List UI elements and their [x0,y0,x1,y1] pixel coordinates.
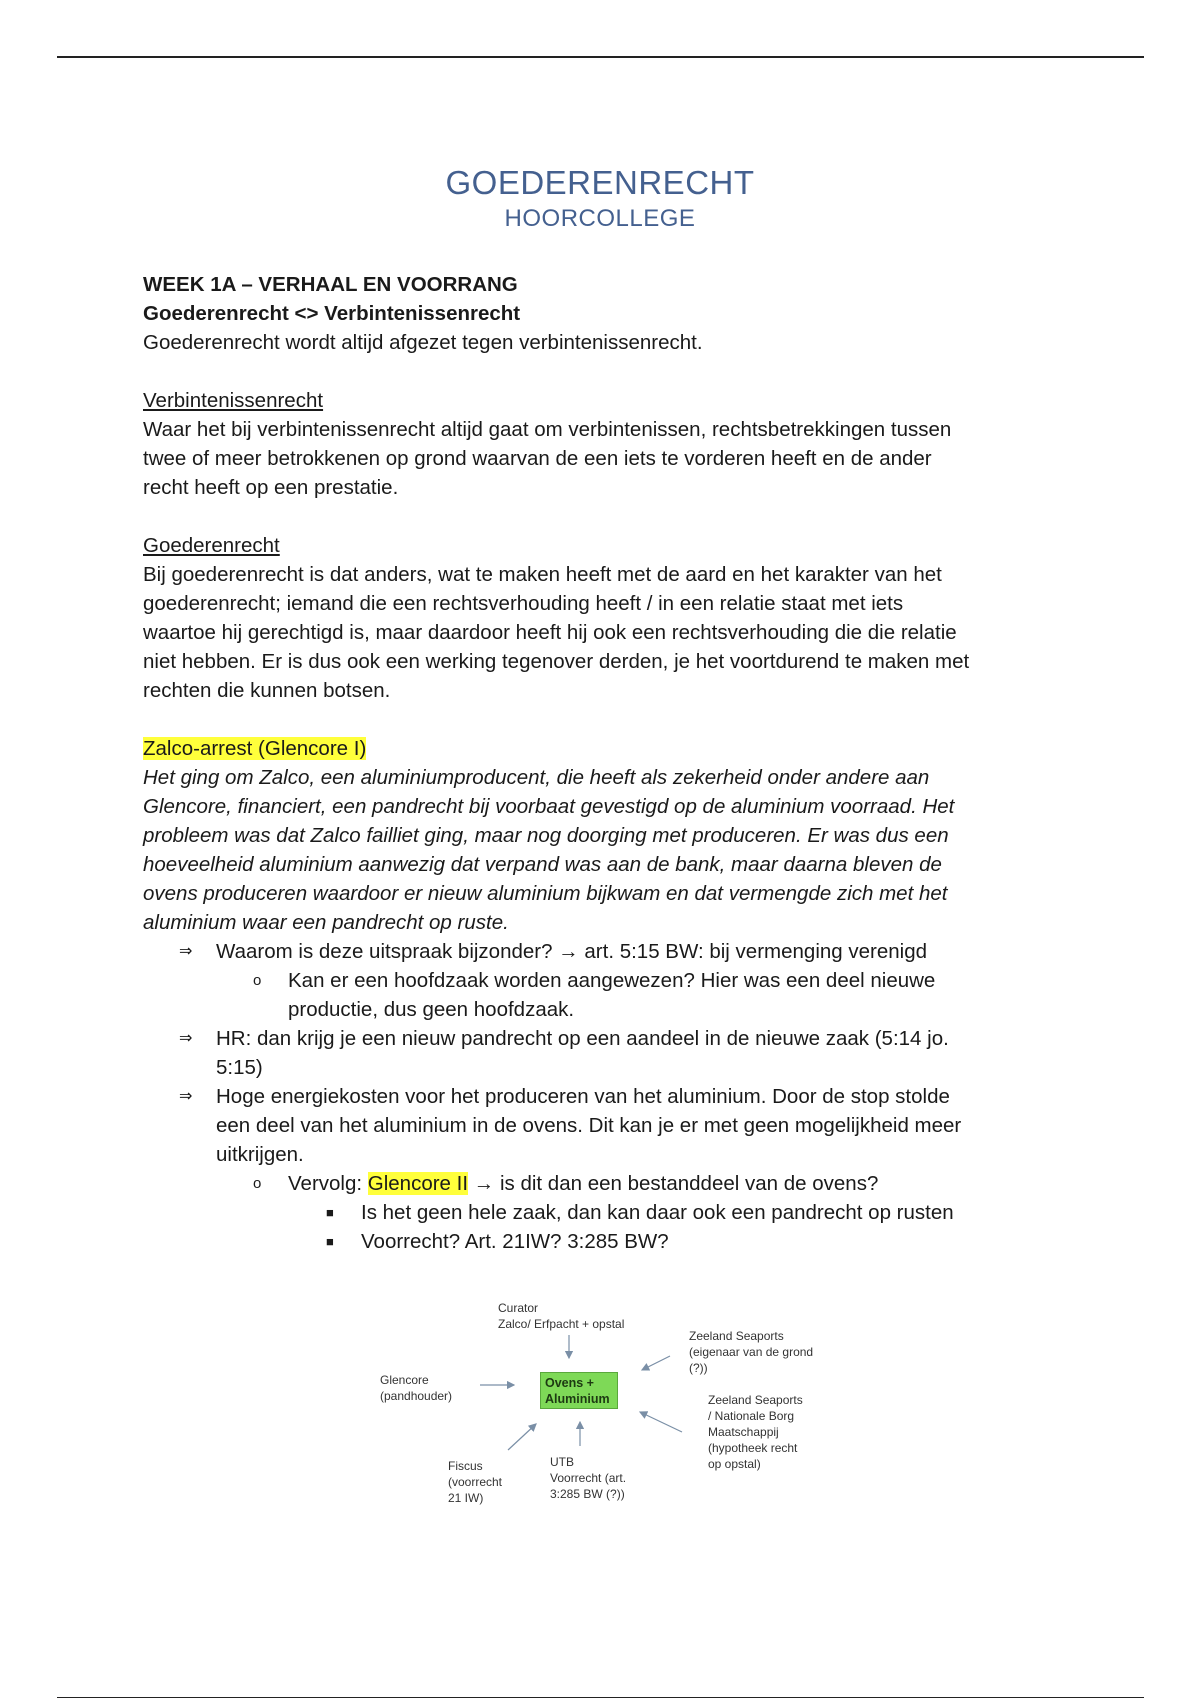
list-item [143,937,1063,966]
zeeland-seaports-label: Zeeland Seaports (eigenaar van de grond (?)) [689,1329,814,1375]
square-bullet-icon: ■ [326,1234,334,1249]
document-subtitle: HOORCOLLEGE [504,205,696,232]
italic-line: aluminium waar een pandrecht op ruste. [143,911,509,934]
list-item [143,1082,1063,1169]
list-item [143,1169,1063,1198]
list-item-text: Kan er een hoofdzaak worden aangewezen? Hier was een deel nieuwe [288,969,936,992]
goederenrecht-heading: Goederenrecht [143,534,280,557]
list-item-text: Is het geen hele zaak, dan kan daar ook een pandrecht op rusten [361,1201,954,1224]
italic-line: hoeveelheid aluminium aanwezig dat verpand was aan de bank, maar daarna bleven de [143,853,942,876]
list-item-text-prefix: Vervolg: [288,1172,368,1195]
list-item [143,1024,1063,1082]
paragraph-line: twee of meer betrokkenen op grond waarvan de een iets te vorderen heeft en de ander [143,447,932,470]
zeeland-borg-label: Zeeland Seaports / Nationale Borg Maatschappij (hypotheek recht op opstal) [708,1393,803,1471]
paragraph-line: Bij goederenrecht is dat anders, wat te maken heeft met de aard en het karakter van het [143,563,942,586]
circle-bullet-icon: o [253,972,262,989]
list-item [143,966,1063,1024]
paragraph-line: waartoe hij gerechtigd is, maar daardoor heeft hij ook een rechtsverhouding die die relatie [143,621,957,644]
list-item [143,1227,1063,1256]
arrow-bullet-icon: ⇒ [179,943,193,960]
ovens-aluminium-box: Ovens + Aluminium [540,1372,618,1409]
square-bullet-icon: ■ [326,1205,334,1220]
paragraph-line: niet hebben. Er is dus ook een werking tegenover derden, je het voortdurend te maken met [143,650,970,673]
zalco-heading-row [143,734,1063,763]
list-item-text: productie, dus geen hoofdzaak. [288,998,575,1021]
paragraph-line: rechten die kunnen botsen. [143,679,391,702]
paragraph-line: Waar het bij verbintenissenrecht altijd gaat om verbintenissen, rechtsbetrekkingen tussen [143,418,952,441]
footer-rule [57,1697,1144,1698]
list-item-text: HR: dan krijg je een nieuw pandrecht op een aandeel in de nieuwe zaak (5:14 jo. [216,1027,949,1050]
circle-bullet-icon: o [253,1175,262,1192]
parties-diagram [360,1292,840,1517]
italic-line: Het ging om Zalco, een aluminiumproducent, die heeft als zekerheid onder andere aan [143,766,930,789]
fiscus-label: Fiscus (voorrecht 21 IW) [448,1459,503,1505]
paragraph-line: goederenrecht; iemand die een rechtsverhouding heeft / in een relatie staat met iets [143,592,904,615]
list-item-text-suffix: → is dit dan een bestanddeel van de ovens? [468,1172,879,1195]
arrow-bullet-icon: ⇒ [179,1030,193,1047]
arrow-zeeland1 [642,1356,670,1370]
arrow-bullet-icon: ⇒ [179,1088,193,1105]
list-item-text: een deel van het aluminium in de ovens. Dit kan je er met geen mogelijkheid meer [216,1114,962,1137]
curator-label: Curator Zalco/ Erfpacht + opstal [498,1301,625,1331]
verbintenissenrecht-heading: Verbintenissenrecht [143,389,324,412]
list-item-text: Waarom is deze uitspraak bijzonder? → art. 5:15 BW: bij vermenging verenigd [216,940,928,963]
arrow-fiscus [508,1424,536,1450]
header-rule [57,56,1144,58]
goederenrecht-heading-row [143,531,1063,560]
intro-text: Goederenrecht wordt altijd afgezet tegen verbintenissenrecht. [143,331,703,354]
utb-label: UTB Voorrecht (art. 3:285 BW (?)) [550,1455,627,1501]
italic-line: ovens produceren waardoor er nieuw aluminium bijkwam en dat vermengde zich met het [143,882,948,905]
title-block [0,163,1200,235]
italic-line: Glencore, financiert, een pandrecht bij voorbaat gevestigd op de aluminium voorraad. Het [143,795,955,818]
arrow-zeeland2 [640,1412,682,1432]
zalco-heading: Zalco-arrest (Glencore I) [143,737,367,760]
list-item-text: 5:15) [216,1056,263,1079]
paragraph-line: recht heeft op een prestatie. [143,476,399,499]
list-item-text: Hoge energiekosten voor het produceren van het aluminium. Door de stop stolde [216,1085,950,1108]
italic-line: probleem was dat Zalco failliet ging, maar nog doorging met produceren. Er was dus een [143,824,949,847]
list-item-text: uitkrijgen. [216,1143,304,1166]
glencore-ii-highlight: Glencore II [367,1172,469,1195]
section-subheading: Goederenrecht <> Verbintenissenrecht [143,302,521,325]
document-body [143,270,1063,1256]
section-heading: WEEK 1A – VERHAAL EN VOORRANG [143,273,518,296]
list-item [143,1198,1063,1227]
document-title: GOEDERENRECHT [445,164,755,201]
list-item-text: Voorrecht? Art. 21IW? 3:285 BW? [361,1230,669,1253]
glencore-label: Glencore (pandhouder) [380,1373,453,1403]
